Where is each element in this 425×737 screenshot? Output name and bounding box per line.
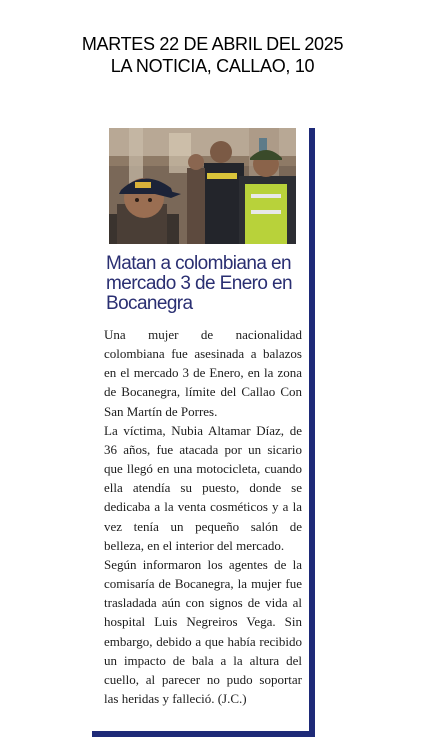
article-body [104, 325, 302, 708]
article-paragraph: Una mujer de nacionalidad colombiana fue asesinada a balazos en el mercado 3 de Enero, en la zona de Bocanegra, límite del Callao Con San Martín de Porres. [104, 327, 302, 419]
news-photo [109, 128, 296, 244]
article-paragraph: Según informaron los agentes de la comisaría de Bocanegra, la mujer fue trasladada aún con signos de vida al hospital Luis Negreiros Vega. Sin embargo, debido a que había recibido un impacto de bala a la altura del cuello, al parecer no pudo soportar las heridas y falleció. (J.C.) [104, 556, 302, 706]
clip-border-right [309, 128, 315, 737]
section-line: LA NOTICIA, CALLAO, 10 [110, 56, 315, 76]
date-line: MARTES 22 DE ABRIL DEL 2025 [81, 34, 344, 54]
clip-border-bottom [92, 731, 315, 737]
article-paragraph: La víctima, Nubia Altamar Díaz, de 36 años, fue atacada por un sicario que llegó en una motocicleta, cuando ella atendía su puesto, donde se dedicaba a la venta cosméticos y a la vez tenía un pequeño salón de belleza, en el interior del mercado. [104, 422, 302, 553]
page-header [0, 33, 425, 77]
article-headline: Matan a colombiana en mercado 3 de Enero en Bocanegra [106, 253, 292, 314]
